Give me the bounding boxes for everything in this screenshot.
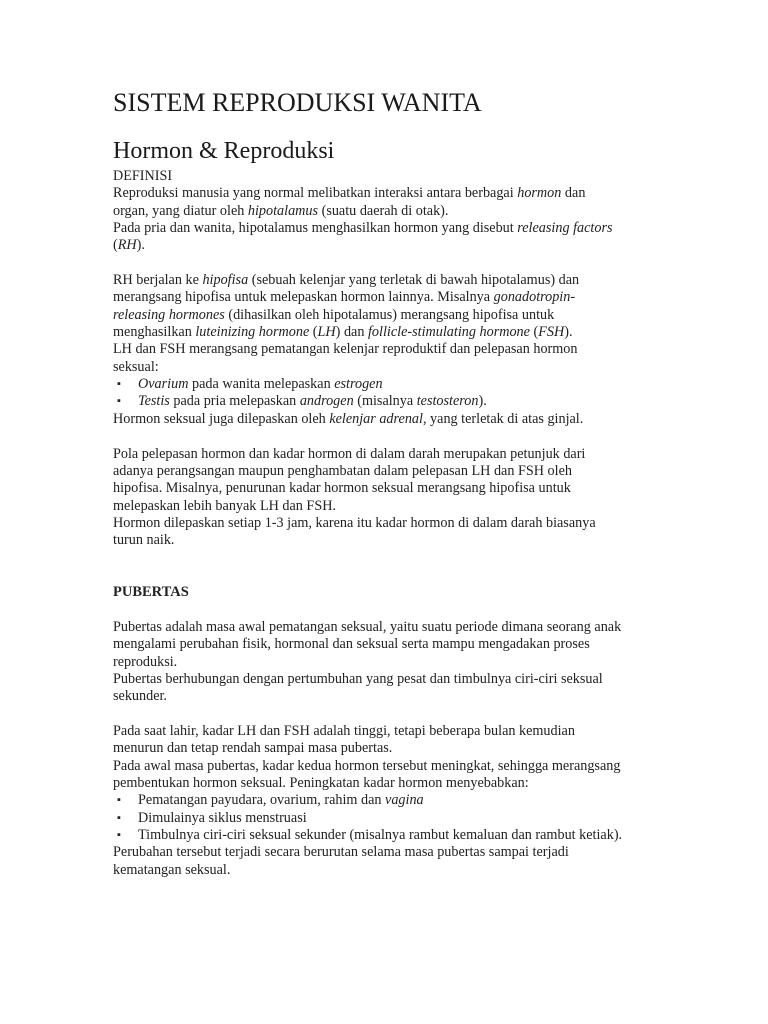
pubertas-heading (113, 584, 673, 601)
text-line (113, 619, 673, 636)
text-line (113, 723, 673, 740)
text-line (113, 341, 673, 358)
text-segment: ( (309, 324, 318, 341)
text-segment: pada pria melepaskan (169, 393, 300, 410)
text-segment: reproduksi. (113, 653, 178, 670)
document-body (113, 168, 673, 879)
italic-term: Ovarium (138, 376, 189, 393)
text-segment: ). (136, 237, 145, 254)
italic-term: gonadotropin- (493, 289, 576, 306)
text-segment: menurun dan tetap rendah sampai masa pubertas. (113, 740, 393, 757)
italic-term: LH (317, 324, 336, 341)
text-segment: (sebuah kelenjar yang terletak di bawah hipotalamus) dan (248, 272, 580, 289)
bullet-item (113, 810, 673, 827)
text-segment: (suatu daerah di otak). (318, 202, 449, 219)
text-segment: PUBERTAS (113, 584, 189, 601)
text-segment: Timbulnya ciri-ciri seksual sekunder (misalnya rambut kemaluan dan rambut ketiak). (138, 827, 623, 844)
text-segment: Pubertas berhubungan dengan pertumbuhan yang pesat dan timbulnya ciri-ciri seksual (113, 670, 603, 687)
text-line (113, 844, 673, 861)
text-segment: dan (561, 185, 586, 202)
text-line (113, 272, 673, 289)
pubertas-definition-paragraph (113, 619, 673, 706)
text-segment: turun naik. (113, 532, 175, 549)
italic-term: hormon (517, 185, 562, 202)
text-line (113, 758, 673, 775)
italic-term: luteinizing hormone (195, 324, 310, 341)
section-title: Hormon & Reproduksi (113, 138, 335, 164)
text-line (113, 584, 673, 601)
text-segment: RH berjalan ke (113, 272, 203, 289)
text-line (113, 636, 673, 653)
text-segment: melepaskan lebih banyak LH dan FSH. (113, 497, 337, 514)
text-segment: ). (564, 324, 573, 341)
italic-term: kelenjar adrenal (329, 410, 423, 427)
italic-term: androgen (299, 393, 354, 410)
text-line (113, 480, 673, 497)
text-line (113, 289, 673, 306)
italic-term: releasing factors (517, 220, 613, 237)
text-segment: Dimulainya siklus menstruasi (138, 809, 307, 826)
text-line (113, 324, 673, 341)
text-segment: Hormon dilepaskan setiap 1-3 jam, karena itu kadar hormon di dalam darah biasanya (113, 514, 596, 531)
bullet-item (113, 792, 673, 809)
text-segment: Hormon seksual juga dilepaskan oleh (113, 410, 330, 427)
rh-paragraph (113, 272, 673, 428)
text-segment: seksual: (113, 358, 159, 375)
text-line (113, 532, 673, 549)
text-line (113, 220, 673, 237)
italic-term: hipotalamus (247, 202, 319, 219)
text-segment: menghasilkan (113, 324, 196, 341)
text-segment: adanya perangsangan maupun penghambatan dalam pelepasan LH dan FSH oleh (113, 462, 572, 479)
text-segment: ) dan (335, 324, 368, 341)
text-segment: organ, yang diatur oleh (113, 202, 248, 219)
definisi-paragraph (113, 168, 673, 255)
text-segment: sekunder. (113, 688, 167, 705)
document-title: SISTEM REPRODUKSI WANITA (113, 88, 482, 117)
italic-term: estrogen (334, 376, 383, 393)
text-line (113, 862, 673, 879)
text-segment: Reproduksi manusia yang normal melibatkan interaksi antara berbagai (113, 185, 518, 202)
italic-term: vagina (385, 792, 424, 809)
text-line (113, 671, 673, 688)
text-line (113, 654, 673, 671)
text-segment: Pada awal masa pubertas, kadar kedua hormon tersebut meningkat, sehingga merangsang (113, 757, 621, 774)
text-segment: hipofisa. Misalnya, penurunan kadar hormon seksual merangsang hipofisa untuk (113, 480, 571, 497)
text-segment: Pematangan payudara, ovarium, rahim dan (138, 792, 386, 809)
bullet-item (113, 827, 673, 844)
text-segment: pembentukan hormon seksual. Peningkatan kadar hormon menyebabkan: (113, 775, 529, 792)
text-line (113, 740, 673, 757)
text-segment: Pada saat lahir, kadar LH dan FSH adalah tinggi, tetapi beberapa bulan kemudian (113, 723, 575, 739)
text-line (113, 168, 673, 185)
text-line (113, 775, 673, 792)
text-segment: (misalnya (353, 393, 417, 410)
text-line (113, 203, 673, 220)
italic-term: follicle-stimulating hormone (367, 324, 530, 341)
text-line (113, 515, 673, 532)
text-line (113, 498, 673, 515)
text-segment: DEFINISI (113, 168, 173, 184)
bullet-item (113, 376, 673, 393)
text-segment: ). (478, 393, 487, 410)
italic-term: testosteron (416, 393, 479, 410)
text-segment: ( (113, 237, 118, 254)
text-line (113, 307, 673, 324)
text-segment: mengalami perubahan fisik, hormonal dan seksual serta mampu mengadakan proses (113, 636, 590, 653)
text-segment: kematangan seksual. (113, 861, 231, 878)
italic-term: FSH (538, 324, 565, 341)
text-segment: Pada pria dan wanita, hipotalamus menghasilkan hormon yang disebut (113, 220, 518, 237)
italic-term: hipofisa (202, 272, 249, 289)
italic-term: releasing hormones (113, 306, 225, 323)
text-segment: , yang terletak di atas ginjal. (422, 410, 584, 427)
text-segment: Pola pelepasan hormon dan kadar hormon di dalam darah merupakan petunjuk dari (113, 445, 586, 462)
text-segment: pada wanita melepaskan (188, 376, 335, 393)
text-segment: merangsang hipofisa untuk melepaskan hormon lainnya. Misalnya (113, 289, 494, 306)
text-segment: ( (529, 324, 539, 341)
text-line (113, 688, 673, 705)
text-segment: Pubertas adalah masa awal pematangan seksual, yaitu suatu periode dimana seorang anak (113, 618, 622, 635)
text-line (113, 446, 673, 463)
text-line (113, 411, 673, 428)
text-segment: Perubahan tersebut terjadi secara berurutan selama masa pubertas sampai terjadi (113, 844, 569, 861)
text-line (113, 185, 673, 202)
text-segment: (dihasilkan oleh hipotalamus) merangsang hipofisa untuk (224, 306, 555, 323)
pola-paragraph (113, 446, 673, 550)
text-segment: LH dan FSH merangsang pematangan kelenjar reproduktif dan pelepasan hormon (113, 341, 578, 358)
text-line (113, 237, 673, 254)
text-line (113, 359, 673, 376)
italic-term: Testis (138, 393, 170, 410)
bullet-item (113, 393, 673, 410)
lahir-paragraph (113, 723, 673, 879)
text-line (113, 463, 673, 480)
italic-term: RH (117, 237, 137, 254)
